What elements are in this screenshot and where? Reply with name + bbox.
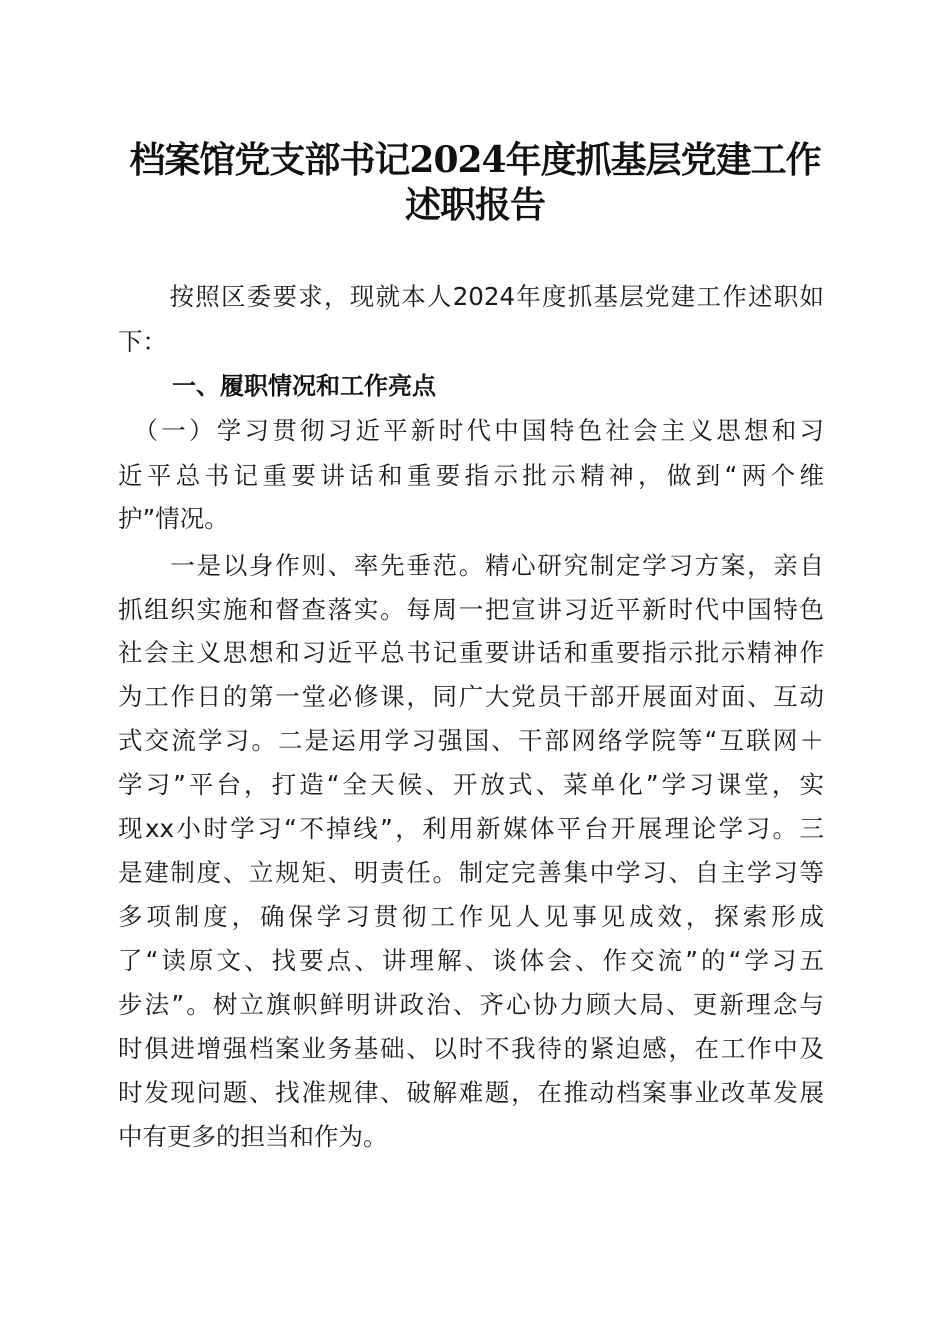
body-paragraph-line: 时俱进增强档案业务基础、以时不我待的紧迫感，在工作中及 [118,1034,824,1063]
subsection-heading-line: 近平总书记重要讲话和重要指示批示精神，做到“两个维 [118,461,824,490]
body-paragraph-line: 为工作日的第一堂必修课，同广大党员干部开展面对面、互动 [118,682,824,711]
body-paragraph-line: 学习”平台，打造“全天候、开放式、菜单化”学习课堂，实 [118,770,824,799]
intro-paragraph-line: 按照区委要求，现就本人2024年度抓基层党建工作述职如 [118,282,824,311]
body-paragraph-line: 时发现问题、找准规律、破解难题，在推动档案事业改革发展 [118,1078,824,1107]
document-title-line-2: 述职报告 [404,184,545,226]
subsection-heading-line: 护”情况。 [118,504,229,533]
body-paragraph-line: 中有更多的担当和作为。 [118,1122,388,1151]
body-paragraph-line: 一是以身作则、率先垂范。精心研究制定学习方案，亲自 [118,551,824,580]
body-paragraph-line: 式交流学习。二是运用学习强国、干部网络学院等“互联网＋ [118,726,824,755]
body-paragraph-line: 是建制度、立规矩、明责任。制定完善集中学习、自主学习等 [118,858,824,887]
body-paragraph-line: 多项制度，确保学习贯彻工作见人见事见成效，探索形成 [118,902,824,931]
body-paragraph-line: 社会主义思想和习近平总书记重要讲话和重要指示批示精神作 [118,638,824,667]
body-paragraph-line: 了“读原文、找要点、讲理解、谈体会、作交流”的“学习五 [118,946,824,975]
body-paragraph-line: 步法”。树立旗帜鲜明讲政治、齐心协力顾大局、更新理念与 [118,990,824,1019]
section-heading: 一、履职情况和工作亮点 [172,372,436,400]
subsection-heading-line: （一）学习贯彻习近平新时代中国特色社会主义思想和习 [118,416,824,445]
intro-paragraph-line: 下： [118,327,167,356]
body-paragraph-line: 抓组织实施和督查落实。每周一把宣讲习近平新时代中国特色 [118,595,824,624]
body-paragraph-line: 现xx小时学习“不掉线”，利用新媒体平台开展理论学习。三 [118,814,824,843]
document-title-line-1: 档案馆党支部书记2024年度抓基层党建工作 [129,139,821,181]
